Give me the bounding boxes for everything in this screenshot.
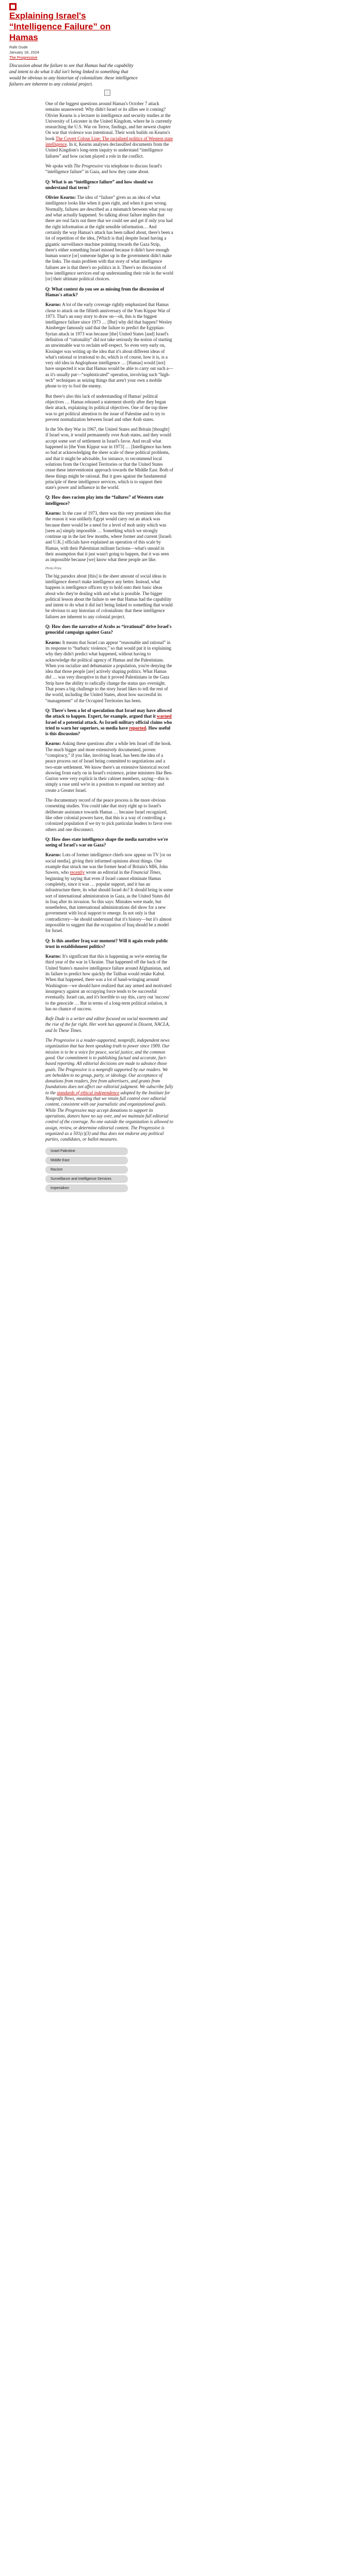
article-paragraph: The Progressive is a reader-supported, nonprofit, independent news organization that has been speaking truth to power since 1909. Our mission is to be a voice for peace, social justice, and the common good. Our commitment is to publishing factual and accurate, fact-based reporting. All editorial decisions are made to advance those goals. The Progressive is a nonprofit supported by our readers. We are beholden to no group, party, or ideology. Our acceptance of donations from readers, free from advertisers, and grants from foundations does not affect our editorial judgment. We subscribe fully to the standards of ethical independence adopted by the Institute for Nonprofit News, meaning that we retain full control over editorial content, consistent with our journalistic and organizational goals. While The Progressive may accept donations to support its operations, donors have no say over, and we maintain full editorial control of the coverage. No one outside the organization is allowed to assign, review, or determine editorial content. The Progressive is organized as a 501(c)(3) and thus does not endorse any political parties, candidates, or ballot measures. (45, 1038, 173, 1142)
author: Rafe Dude (9, 45, 28, 49)
article-paragraph: Kearns: A lot of the early coverage rightly emphasized that Hamas chose to attack on the fiftieth anniversary of the Yom Kippur War of 1973. That's an easy story to draw on—oh, this is the biggest intelligence failure since 1973 … [But] why did that happen? Wesley Ainsberger famously said that the failure to predict the Egyptian-Syrian attack in 1973 was because [the] United States [and] Israel's definition of “rationality” did not take seriously the notion of starting an unwinnable war to reclaim self-respect. So even very early on, Kissinger was writing up the idea that it's about different ideas of what's rational or irrational to do, which is of course, how it is, is a very old idea in Anglophone intelligence … [Hamas] would [not] have suspected it was that Hamas would be able to carry out such a—as it's usually put—“sophisticated” operation, involving such “high-tech” techniques as seizing things that aren't your own a mobile phone to try to fool the enemy. (45, 302, 173, 389)
article-paragraph: Kearns: Lots of former intelligence chiefs now appear on TV [or on social media], giving their informed opinions about things. One example that struck me was the former head of Britain's MI6, John Sawers, who recently wrote an editorial in the Financial Times, beginning by saying that even if Israel cannot eliminate Hamas completely, since it was … popular support, and it has an infrastructure there, its what should Israel do? It should bring in some sort of international administration in Gaza, as the United States did in Iraq after its invasion. So this says: Mistakes were made, but nonetheless, that international administrations did show for a new government with local support to emerge. In not only is that contradictory—he should understand that it's history—but it's almost impossible to suggest that the occupation of Iraq should be a model for Israel. (45, 852, 173, 934)
inline-link[interactable]: standards of ethical independence (57, 1090, 120, 1095)
interview-question: Q: There's been a lot of speculation that Israel may have allowed the attack to happen. Expert, for example, argued that it warned Israel of a potential attack. As Israeli military official claims who tried to warn her superiors, so media have reported. How useful is this discussion? (45, 707, 172, 737)
article-paragraph: Rafe Dude is a writer and editor focused on social movements and the rise of the far right. Her work has appeared in Dissent, NACLA, and In These Times. (45, 1016, 170, 1033)
interview-question: Q: What is an “intelligence failure” and how should we understand that term? (45, 179, 153, 190)
inline-link[interactable]: warned (157, 714, 172, 719)
byline (9, 45, 138, 60)
article-header (9, 10, 138, 87)
tag-pill[interactable]: Surveillance and Intelligence Services (45, 1175, 128, 1183)
inline-link[interactable]: reported (129, 725, 146, 731)
interview-question: Q: What context do you see as missing from the discussion of Hamas's attack? (45, 286, 165, 297)
article-paragraph: But there's also this lack of understanding of Hamas' political objectives … Hamas released a statement shortly after they began their attack, explaining its political objectives. One of the top three was to get political attention to the issue of Palestine and to try to prevent normalization between Israel and other Arab states. (45, 393, 168, 422)
inline-link[interactable]: recently (70, 870, 85, 875)
interview-question: Q: Is this another Iraq war moment? Will it again erode public trust in establishment politics? (45, 938, 169, 949)
publication-link[interactable]: The Progressive (9, 55, 38, 60)
page-title[interactable]: Explaining Israel's “Intelligence Failure” on Hamas (9, 11, 111, 42)
article-body (45, 86, 173, 1194)
article-paragraph: Kearns: Asking these questions after a while lets Israel off the hook. The much bigger and more extensively documented, proven “conspiracy,” if you like, involving Israel, has been the idea of a peace process out of Israel being committed to negotiations and a two-state settlement. We know there's an extensive historical record showing from early on in Israel's existence, prime ministers like Ben-Gurion were very explicit in their cabinet members, saying—this is simply a ruse until we're in a position to expand our territory and create a Greater Israel. (45, 741, 173, 793)
article-paragraph: The documentary record of the peace process is the more obvious consenting studies. You could take that story right up to Israel's deliberate assistance towards Hamas … because Israel recognized, like other colonial powers have, that this is a way of controlling a colonized population if we try to pick particular leaders to favor over others and one disconnect. (45, 798, 172, 832)
article-paragraphs (45, 101, 173, 1142)
article-paragraph: The big paradox about [this] is the sheer amount of social ideas in intelligence doesn't make intelligence any better. Instead, what happens is intelligence officers try to hold onto their basic ideas about who they're dealing with and what is possible. The bigger political lesson about the failure to see that Hamas had the capability and intent to do what it did isn't being linked to something that would be obvious to any historian of colonialism: that these intelligence failures are inherent to any colonial project. (45, 573, 173, 619)
lead-image (45, 86, 173, 101)
tag-pill[interactable]: Israel Palestine (45, 1147, 128, 1155)
tag-pill[interactable]: Racism (45, 1166, 128, 1174)
publish-date: January 18, 2024 (9, 50, 39, 55)
photo-caption: Photo Prize (45, 567, 62, 570)
interview-question: Q: How does the narrative of Arabs as “irrational” drive Israel's genocidal campaign against Gaza? (45, 624, 172, 635)
interview-question: Q: How does racism play into the “failures” of Western state intelligence? (45, 495, 163, 506)
article-paragraph: Kearns: It means that Israel can appear “reasonable and rational” in its response to “barbaric violence,” so that would put it in explaining why they didn't predict what happened, without having to acknowledge the political agency of Hamas and the Palestinians. When you racialize and dehumanize a population, you're denying the idea that those people [are] actively shaping politics. What Hamas did … was very disruptive in that it proved Palestinians in the Gaza Strip have the ability to radically change the status quo overnight. That poses a big challenge to the story Israel likes to tell the rest of the world, including the United States, about how successful its “management” of the Occupied Territories has been. (45, 639, 172, 703)
article-paragraph: Olivier Kearns: The idea of “failure” gives us an idea of what intelligence looks like when it goes right, and when it goes wrong. Normally, failures are described as a mismatch between what you say and what actually happened. So talking about failure implies that there are real facts out there that we could see and get if only you had the right information at the right sensible information… And certainly the way Hamas's attack has been talked about, there's been a lot of repetition of the idea, [Which is that] despite Israel having a gigantic surveillance machine pointing towards the Gaza Strip, there's either something Israel missed because it didn't have enough human source [or] someone higher up in the government didn't make the links. The main problem with that story of what intelligence failures are is that there's no politics in it. There's no discussion of how intelligence services end up understanding their role in the world [or] their ultimate political choices. (45, 195, 173, 282)
inline-link[interactable]: The Covert Colour Line: The racialised politics of Western state intelligence (45, 135, 173, 147)
tag-pill[interactable]: Imperialism (45, 1184, 128, 1192)
article-paragraph: Kearns: In the case of 1973, there was this very prominent idea that the reason it was unlikely Egypt would carry out an attack was because there would be a need for a level of mob unity which was [seen as] simply impossible … Something which we strongly continue up in the last few months, where former and current [Israeli and U.K.] officials have explained an operation of this scale by Hamas, with their Palestinian militant factions—what's unsaid in their assumption that it just wasn't going to happen, that it was seen as impossible because [we] know what these people are like. (45, 511, 172, 563)
article-paragraph: We spoke with The Progressive via telephone to discuss Israel's “intelligence failure” in Gaza, and how they came about. (45, 163, 162, 175)
article-paragraph: Kearns: It's significant that this is happening as we're entering the third year of the war in Ukraine. That happened off the back of the United States's massive intelligence failure around Afghanistan, and its failure to predict how quickly the Taliban would retake Kabul. When that happened, there was a lot of hand-wringing around Washington—we should have realized that any armed and motivated insurgency against an occupying force tends to be successful eventually. Israel can, and it's horrible to say this, carry out 'success' to the genocide … But in terms of a long-term political solution, it has no chance of success. (45, 954, 172, 1011)
article-paragraph: In the 50s they War in 1967, the United States and Britain [thought] if Israel won, it would permanently over Arab states, and they would accept some sort of settlement in Israel's favor. And recall what happened in [the Yom Kippur war in 1973] … [Intelligence has been so bad at acknowledging the sheer scale of these political problems, and that it might be advisable, for instance, to recommend local solutions from the Occupied Territories or that the United States cease these interventionist approach towards the Middle East. Both of these things might be rational. But it goes against the fundamental principle of these intelligence services, which is to support their state's power and influence in the world. (45, 427, 173, 490)
tag-pill[interactable]: Middle East (45, 1157, 128, 1164)
article-paragraph: One of the biggest questions around Hamas's October 7 attack remains unanswered: Why didn't Israel or its allies see it coming? Olivier Kearns is a lecturer in intelligence and security studies at the University of Leicester in the United Kingdom, where he is currently researching the U.S. War on Terror, findings, and her newest chapter On war that violence was intentional. Their work builds on Kearns's book The Covert Colour Line: The racialised politics of Western state intelligence. In it, Kearns analyses declassified documents from the United Kingdom's long-term inquiry to understand “intelligence failures” and how racism played a role in the conflict. (45, 101, 173, 159)
tag-list (45, 1147, 173, 1192)
interview-question: Q: How does state intelligence shape the media narrative we're seeing of Israel's war on Gaza? (45, 836, 168, 848)
article-dek: Discussion about the failure to see that Hamas had the capability and intent to do what it did isn't being linked to something that would be obvious to any historian of colonialism: these intelligence failures are inherent to any colonial project. (9, 63, 138, 87)
site-logo-icon[interactable] (9, 3, 17, 10)
image-placeholder-icon (104, 90, 110, 96)
